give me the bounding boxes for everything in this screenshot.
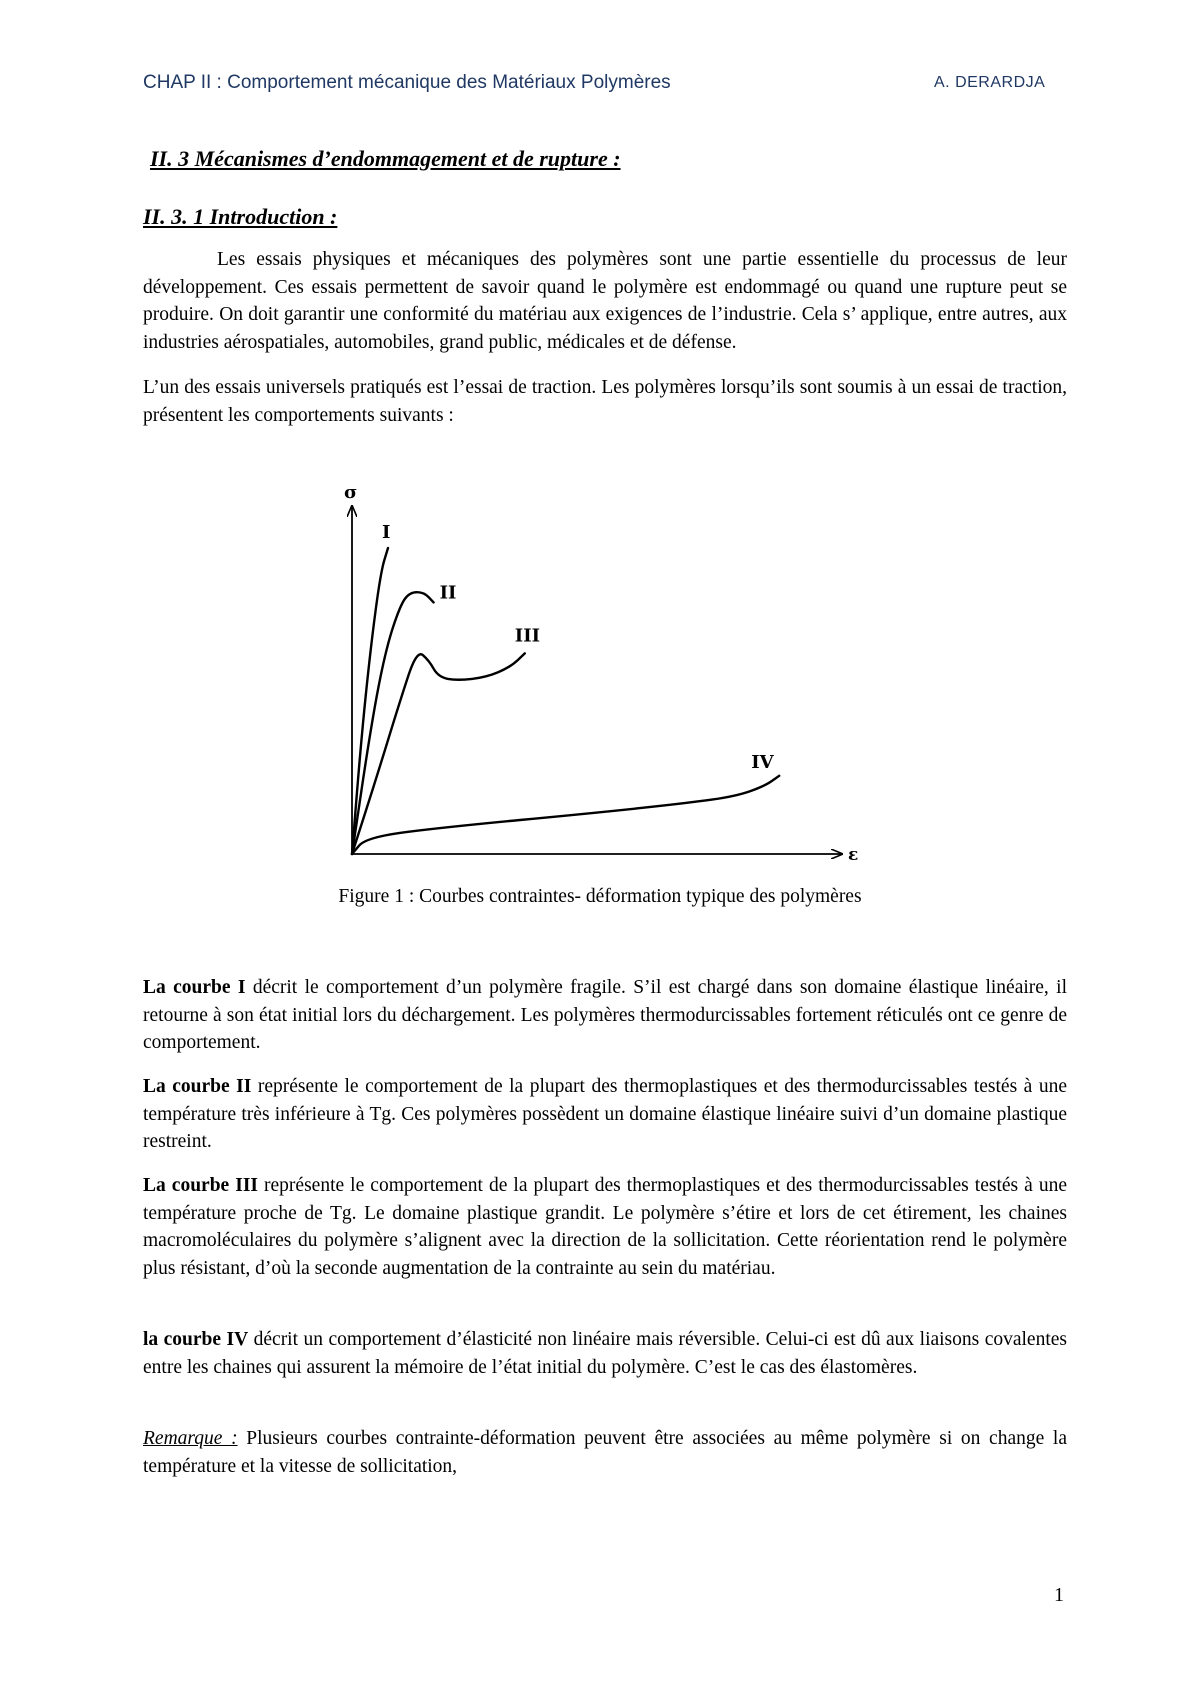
header-chapter-title: CHAP II : Comportement mécanique des Matériaux Polymères	[143, 72, 671, 93]
stress-strain-chart	[330, 470, 890, 870]
x-axis-symbol: ε	[848, 845, 859, 865]
curve-4-label: IV	[751, 751, 774, 773]
remark-label: Remarque :	[143, 1428, 238, 1449]
curve-3-paragraph: La courbe III représente le comportement de la plupart des thermoplastiques et des thermodurcissables testés à une température proche de Tg. Le domaine plastique grandit. Le polymère s’étire et lors de cet étirement, les chaines macromoléculaires du polymère s’alignent avec la direction de la sollicitation. Cette réorientation rend le polymère plus résistant, d’où la seconde augmentation de la contrainte au sein du matériau.	[143, 1175, 1067, 1279]
figure-caption: Figure 1 : Courbes contraintes- déformation typique des polymères	[338, 886, 862, 907]
curve-1-label: La courbe I	[143, 977, 246, 998]
curve-3-label: La courbe III	[143, 1175, 258, 1196]
curve-4-paragraph: la courbe IV décrit un comportement d’élasticité non linéaire mais réversible. Celui-ci est dû aux liaisons covalentes entre les chaines qui assurent la mémoire de l’état initial du polymère. C’est le cas des élastomères.	[143, 1329, 1067, 1378]
curve-4-label: la courbe IV	[143, 1329, 249, 1350]
y-axis-symbol: σ	[344, 482, 358, 503]
section-title: II. 3 Mécanismes d’endommagement et de rupture :	[150, 146, 621, 171]
curve-2-label: II	[439, 582, 457, 604]
chart-curves	[352, 522, 779, 854]
curve-1-line	[352, 548, 388, 854]
curve-4-line	[352, 776, 779, 854]
curve-2-paragraph: La courbe II représente le comportement de la plupart des thermoplastiques et des thermodurcissables testés à une température très inférieure à Tg. Ces polymères possèdent un domaine élastique linéaire suivi d’un domaine plastique restreint.	[143, 1076, 1067, 1152]
header-author: A. DERARDJA	[934, 74, 1046, 91]
curve-3-label: III	[514, 625, 541, 647]
curve-1-paragraph: La courbe I décrit le comportement d’un polymère fragile. S’il est chargé dans son domaine élastique linéaire, il retourne à son état initial lors du déchargement. Les polymères thermodurcissables fortement réticulés ont ce genre de comportement.	[143, 977, 1067, 1053]
page-number: 1	[1054, 1584, 1064, 1606]
intro-paragraph-2: L’un des essais universels pratiqués est l’essai de traction. Les polymères lorsqu’ils sont soumis à un essai de traction, présentent les comportements suivants :	[143, 377, 1067, 426]
subsection-title: II. 3. 1 Introduction :	[143, 204, 338, 229]
intro-paragraph-1: Les essais physiques et mécaniques des polymères sont une partie essentielle du processus de leur développement. Ces essais permettent de savoir quand le polymère est endommagé ou quand une rupture peut se produire. On doit garantir une conformité du matériau aux exigences de l’industrie. Cela s’ applique, entre autres, aux industries aérospatiales, automobiles, grand public, médicales et de défense.	[143, 249, 1067, 353]
remark-paragraph: Remarque : Plusieurs courbes contrainte-déformation peuvent être associées au même polymère si on change la température et la vitesse de sollicitation,	[143, 1428, 1067, 1477]
curve-3-line	[352, 653, 525, 854]
curve-1-label: I	[382, 522, 391, 543]
curve-2-label: La courbe II	[143, 1076, 252, 1097]
